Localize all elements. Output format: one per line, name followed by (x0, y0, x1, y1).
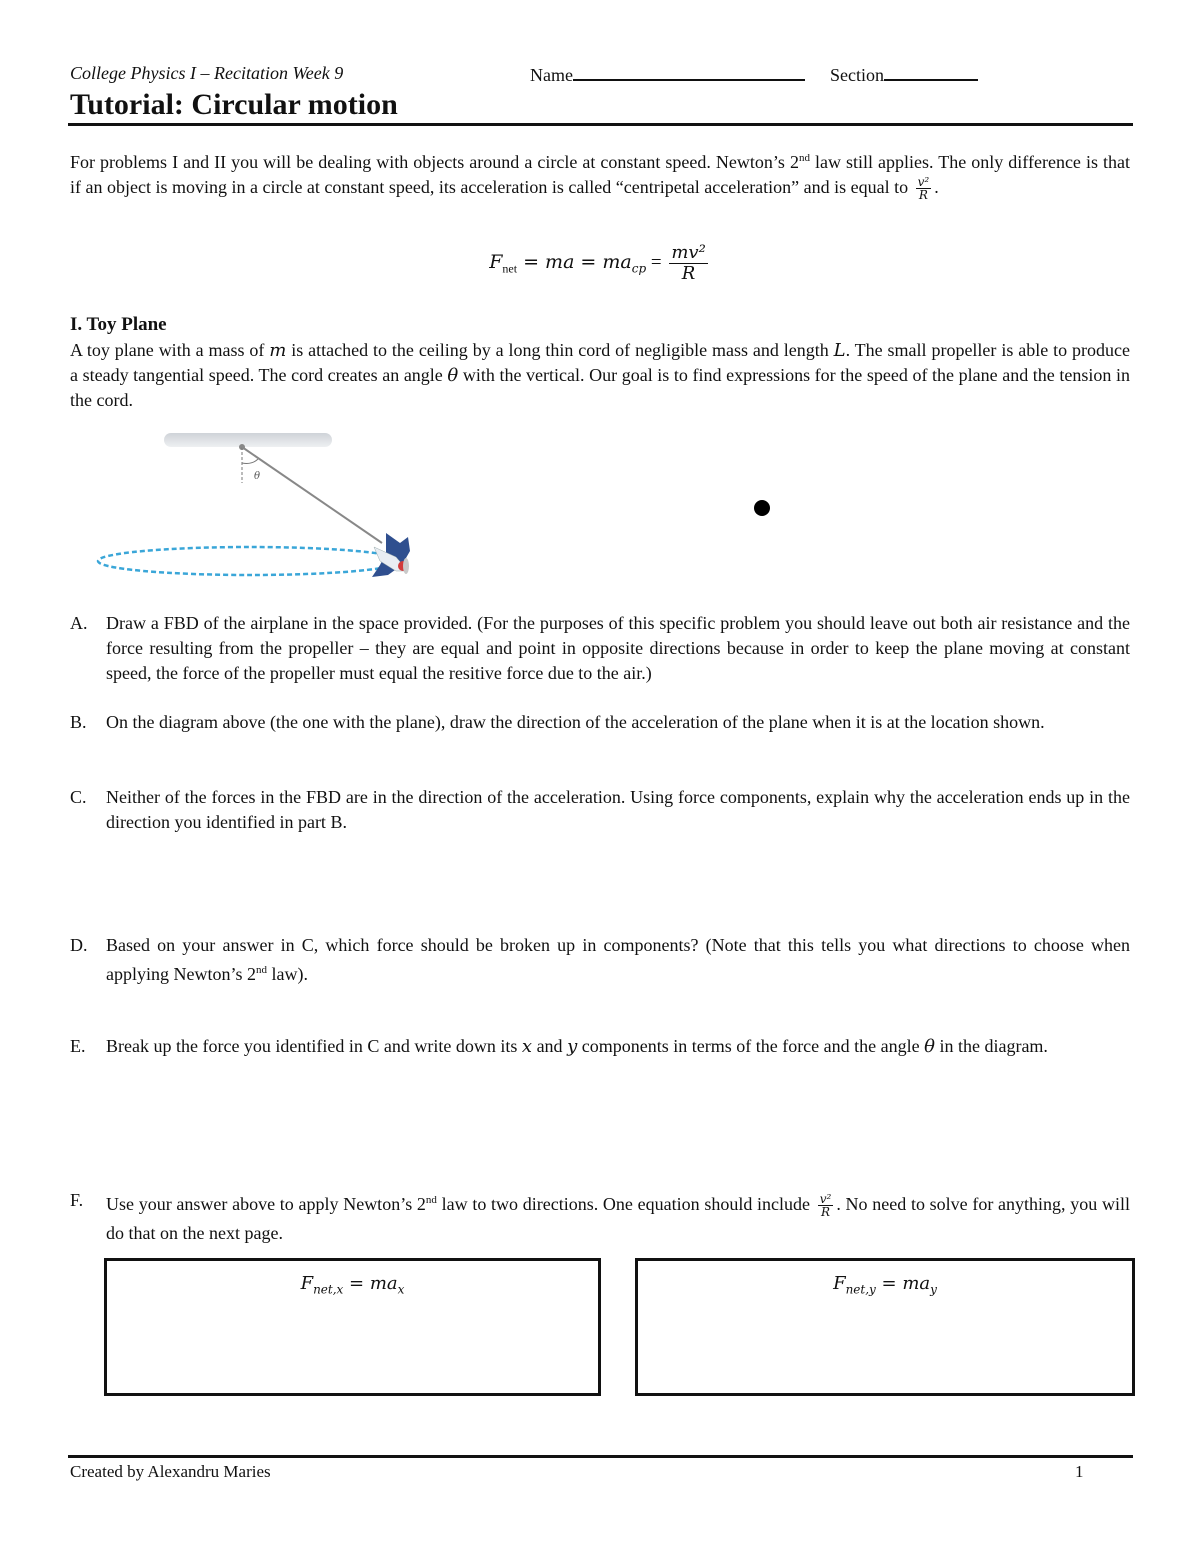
section-intro-paragraph: A toy plane with a mass of m is attached to the ceiling by a long thin cord of negligible mass and length L. The small propeller is able to produce a steady tangential speed. The cord creates an angle θ with the vertical. Our goal is to find expressions for the speed of the plane and the tension in the cord. (70, 340, 1130, 410)
question-a: A. Draw a FBD of the airplane in the space provided. (For the purposes of this specific problem you should leave out both air resistance and the force resulting from the propeller – they are equal and point in opposite directions because in order to keep the plane moving at constant speed, the force of the propeller must equal the resitive force due to the air.) (70, 613, 1130, 683)
intro-paragraph: For problems I and II you will be dealing with objects around a circle at constant speed. Newton’s 2nd law still applies. The only difference is that if an object is moving in a circle at constant speed, its acceleration is called “centripetal acceleration” and is equal to $\frac{\text{v²}}{R}$ . (70, 152, 1130, 203)
question-b: B. On the diagram above (the one with the plane), draw the direction of the acceleration of the plane when it is at the location shown. (70, 712, 1045, 732)
section-field[interactable] (830, 63, 978, 86)
section-heading: I. Toy Plane (70, 314, 167, 335)
question-d: D. Based on your answer in C, which force should be broken up in components? (Note that this tells you what directions to choose when applying Newton’s 2nd law). (70, 935, 1130, 984)
fbd-point (754, 500, 770, 516)
question-c: C. Neither of the forces in the FBD are in the direction of the acceleration. Using force components, explain why the acceleration ends up in the direction you identified in part B. (70, 787, 1130, 832)
footer-author: Created by Alexandru Maries (70, 1462, 271, 1481)
angle-arc (242, 459, 258, 464)
section-label: Section (830, 65, 884, 85)
name-blank[interactable] (573, 63, 805, 81)
answer-box-y[interactable] (635, 1258, 1135, 1396)
toy-plane-diagram (90, 425, 420, 585)
ceiling (164, 433, 332, 447)
page-number: 1 (1075, 1462, 1084, 1481)
name-field[interactable] (530, 63, 805, 86)
page-title: Tutorial: Circular motion (70, 88, 398, 121)
question-f: F. Use your answer above to apply Newton’s 2nd law to two directions. One equation should include $\frac{\text{v²}}{R}$ . No need to solve for anything, you will do that on the next page. (70, 1190, 1130, 1243)
section-blank[interactable] (884, 63, 978, 81)
circular-path (98, 547, 402, 575)
footer-rule (68, 1455, 1133, 1458)
course-title: College Physics I – Recitation Week 9 (70, 63, 344, 83)
angle-label: θ (254, 471, 261, 482)
equation-y: $F_{net,y} = ma_y$ (833, 1273, 937, 1297)
equation-x: $F_{net,x} = ma_x$ (300, 1273, 405, 1297)
question-e: E. Break up the force you identified in C and write down its x and y components in terms of the force and the angle θ in the diagram. (70, 1036, 1048, 1057)
main-equation: $F_{net}$ = ma = $ma_{cp}$ = $\frac{\text{mv²}}{R}$ (489, 242, 706, 284)
intro-fraction: $\frac{\text{v²}}{R}$ (917, 175, 930, 203)
question-f-fraction: $\frac{\text{v²}}{R}$ (819, 1192, 832, 1220)
equation-fraction: $\frac{\text{mv²}}{R}$ (671, 242, 706, 284)
cord (242, 447, 382, 543)
answer-box-x[interactable] (104, 1258, 601, 1396)
name-label: Name (530, 65, 573, 85)
header-rule (68, 123, 1133, 126)
